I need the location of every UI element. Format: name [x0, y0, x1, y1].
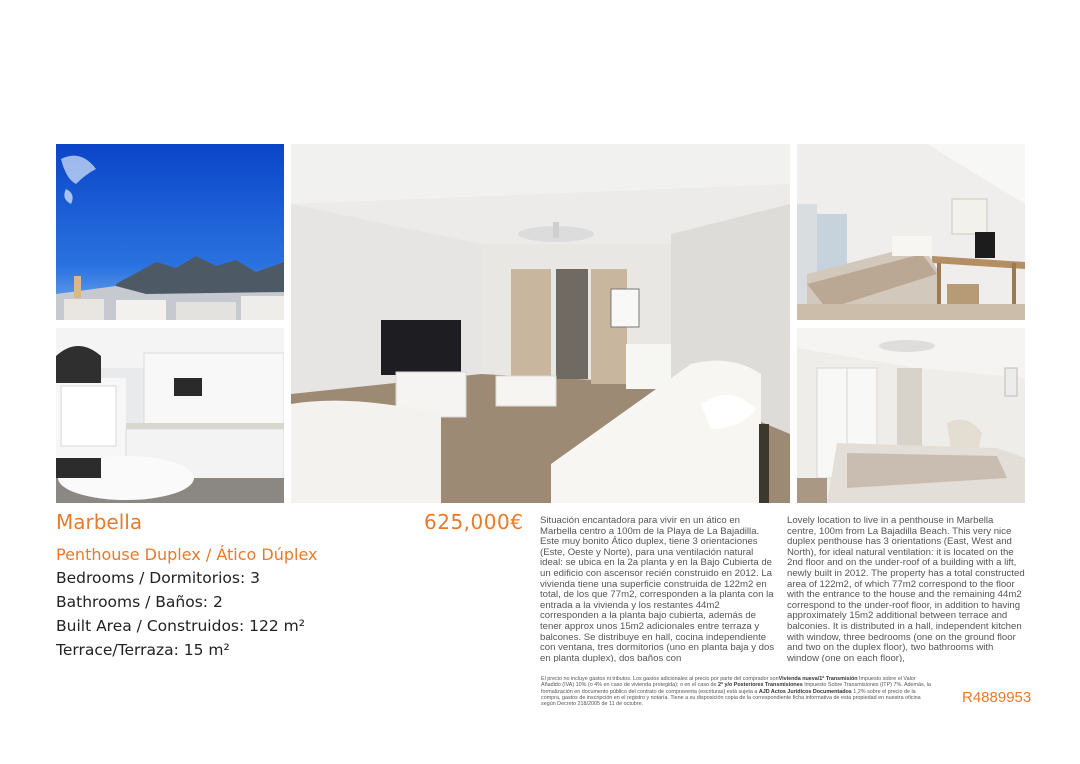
sky-town-photo — [56, 144, 284, 320]
spec-bedrooms: Bedrooms / Dormitorios: 3 — [56, 569, 260, 587]
legal-new-home-label: Vivienda nueva/1ª — [778, 676, 825, 682]
legal-intro: El precio no incluye gastos ni tributos. Los gastos adicionales al precio por parte del comprador son — [541, 676, 779, 682]
description-english: Lovely location to live in a penthouse in Marbella centre, 100m from La Bajadilla Beach. This very nice duplex penthouse has 3 orientations (East, West and North), for ideal natural ventilation: it is located on the 2nd floor and on the under-roof of a building with a lift, newly built in 2012. The property has a total constructed area of 122m2, of which 77m2 correspond to the floor with the entrance to the house and the remaining 44m2 correspond to the under-roof floor, in addition to having approximately 15m2 additional between terrace and balconies. It is distributed in a hall, independent kitchen with window, three bedrooms (one on the ground floor and two on the duplex floor), two bathrooms with window (one on each floor), — [787, 516, 1025, 662]
bedroom-photo — [797, 144, 1025, 320]
spec-terrace: Terrace/Terraza: 15 m² — [56, 641, 230, 659]
legal-closing-text: 1,2% sobre el precio de la compra, gastos de inscripción en el registro y notaría. Tiene a su disposición copia de la correspondiente ficha informativa de esta propiedad en nuestra oficina según Decreto 218/2005 de 11 de octubre. — [541, 688, 921, 708]
property-type: Penthouse Duplex / Ático Dúplex — [56, 545, 318, 564]
kitchen-photo — [56, 328, 284, 503]
reference-number: R4889953 — [962, 689, 1032, 706]
legal-ajd-label: AJD Actos Jurídicos Documentados — [758, 688, 852, 695]
price: 625,000€ — [424, 510, 524, 534]
legal-transmission-text: Impuesto sobre el Valor Añadido (IVA) 10% (o 4% en caso de vivienda protegida); o en el caso de — [541, 676, 916, 689]
spec-bathrooms: Bathrooms / Baños: 2 — [56, 593, 223, 611]
description-spanish: Situación encantadora para vivir en un ático en Marbella centro a 100m de la Playa de La Bajadilla. Este muy bonito Ático duplex, tiene 3 orientaciones (Este, Oeste y Norte), para una ventilación natural ideal: se ubica en la 2a planta y en la Bajo Cubierta de un edificio con ascensor recién construido en 2012. La vivienda tiene una superficie construida de 122m2 en total, de los que 77m2, corresponden a la planta con la entrada a la vivienda y los restantes 44m2 corresponden a la planta bajo cubierta, además de tener approx unos 15m2 adicionales entre terraza y balcones. Se distribuye en hall, cocina independiente con ventana, tres dormitorios (uno en planta baja y dos en planta duplex), dos baños con — [540, 516, 775, 662]
legal-disclaimer — [541, 676, 936, 707]
city-title: Marbella — [56, 510, 143, 534]
legal-later-text: Impuesto Sobre Transmisiones (ITP) 7%. Además, la formalización en documento público del contrato de compraventa (escrituras) está sujeta a — [541, 682, 931, 695]
living-room-photo — [291, 144, 790, 503]
bedroom-wardrobe-photo — [797, 328, 1025, 503]
spec-built-area: Built Area / Construidos: 122 m² — [56, 617, 305, 635]
legal-later-label: 2ª y/o Posteriores Transmisiones — [718, 682, 803, 689]
legal-transmission-label: Transmisión — [825, 676, 858, 682]
